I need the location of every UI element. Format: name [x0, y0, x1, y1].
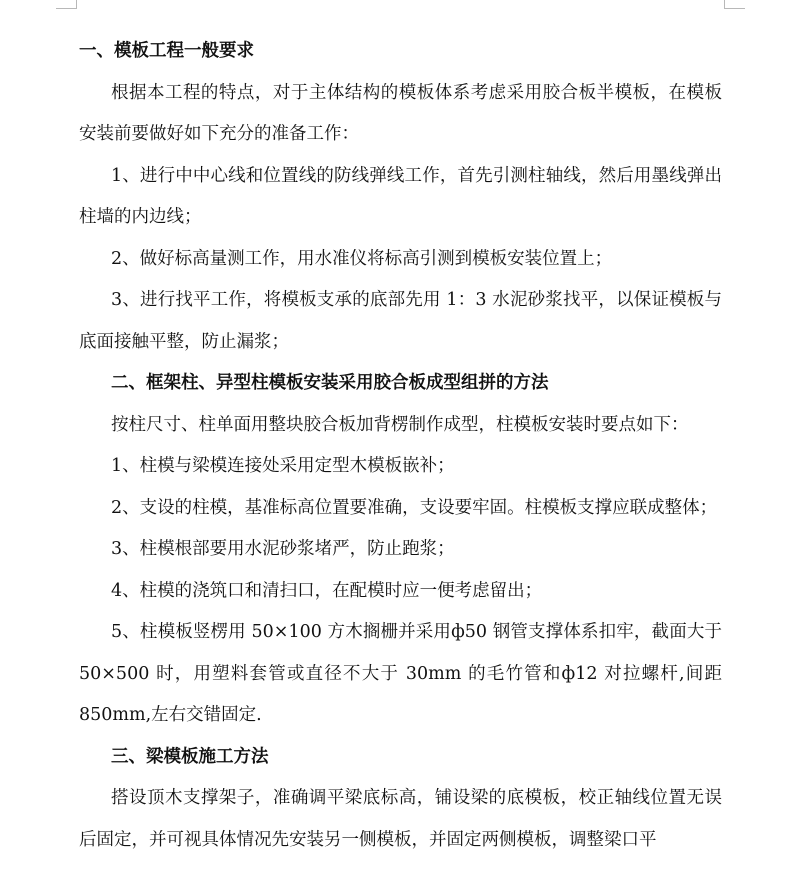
section-heading-3: 三、梁模板施工方法: [111, 746, 269, 767]
document-body: [79, 31, 722, 861]
paragraph-column-item-2: 2、支设的柱模，基准标高位置要准确，支设要牢固。柱模板支撑应联成整体；: [111, 497, 718, 518]
paragraph-column-item-3: 3、柱模根部要用水泥砂浆堵严，防止跑浆；: [111, 539, 455, 559]
section-heading-2: 二、框架柱、异型柱模板安装采用胶合板成型组拼的方法: [111, 373, 549, 393]
crop-mark-left: [56, 0, 77, 9]
paragraph-column-intro: 按柱尺寸、柱单面用整块胶合板加背楞制作成型，柱模板安装时要点如下：: [111, 414, 689, 435]
paragraph-item-1: 1、进行中中心线和位置线的防线弹线工作，首先引测柱轴线，然后用墨线弹出柱墙的内边线；: [79, 165, 722, 227]
paragraph-item-2: 2、做好标高量测工作，用水准仪将标高引测到模板安装位置上；: [111, 248, 613, 269]
paragraph-column-item-5: 5、柱模板竖楞用 50×100 方木搁栅并采用ф50 钢管支撑体系扣牢，截面大于 50×500 时，用塑料套管或直径不大于 30mm 的毛竹管和ф12 对拉螺杆,间距 850mm,左右交错固定.: [79, 622, 722, 725]
paragraph-item-3: 3、进行找平工作，将模板支承的底部先用 1：3 水泥砂浆找平，以保证模板与底面接触平整，防止漏浆；: [79, 290, 722, 352]
paragraph-intro: 根据本工程的特点，对于主体结构的模板体系考虑采用胶合板半模板，在模板安装前要做好如下充分的准备工作：: [79, 82, 722, 144]
paragraph-column-item-1: 1、柱模与梁模连接处采用定型木模板嵌补；: [111, 456, 455, 476]
section-heading-1: 一、模板工程一般要求: [79, 41, 254, 61]
paragraph-column-item-4: 4、柱模的浇筑口和清扫口，在配模时应一便考虑留出；: [111, 580, 543, 601]
crop-mark-right: [724, 0, 745, 9]
paragraph-beam-intro: 搭设顶木支撑架子，准确调平梁底标高，铺设梁的底模板，校正轴线位置无误后固定，并可视具体情况先安装另一侧模板，并固定两侧模板，调整梁口平: [79, 788, 722, 850]
